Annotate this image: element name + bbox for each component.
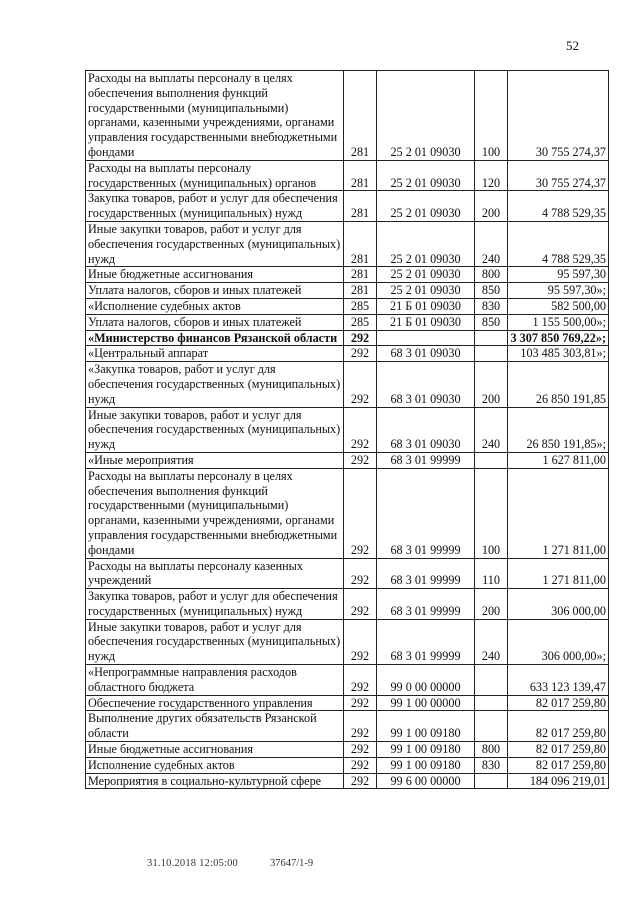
cell-expense-type — [475, 665, 508, 696]
table-row — [86, 346, 609, 362]
cell-amount: 1 627 811,00 — [508, 452, 609, 468]
cell-expense-type: 830 — [475, 757, 508, 773]
cell-code: 281 — [344, 221, 377, 266]
cell-target-article: 68 3 01 09030 — [377, 346, 475, 362]
cell-name: Уплата налогов, сборов и иных платежей — [86, 283, 344, 299]
cell-expense-type: 240 — [475, 619, 508, 664]
table-row — [86, 330, 609, 346]
footer-document-id: 37647/1-9 — [270, 858, 314, 869]
cell-target-article: 25 2 01 09030 — [377, 267, 475, 283]
cell-amount: 633 123 139,47 — [508, 665, 609, 696]
cell-amount: 4 788 529,35 — [508, 221, 609, 266]
cell-code: 292 — [344, 362, 377, 407]
cell-name: Расходы на выплаты персоналу в целях обеспечения выполнения функций государственными (муниципальными) органами, казенными учреждениями, органами управления государственными внебюджетными фондами — [86, 468, 344, 558]
cell-amount: 1 155 500,00»; — [508, 314, 609, 330]
cell-expense-type — [475, 773, 508, 789]
table-row — [86, 695, 609, 711]
table-row — [86, 362, 609, 407]
cell-name: Иные закупки товаров, работ и услуг для обеспечения государственных (муниципальных) нужд — [86, 619, 344, 664]
cell-target-article: 99 6 00 00000 — [377, 773, 475, 789]
cell-expense-type: 850 — [475, 314, 508, 330]
cell-code: 281 — [344, 283, 377, 299]
cell-amount: 582 500,00 — [508, 298, 609, 314]
cell-code: 281 — [344, 191, 377, 222]
cell-amount: 306 000,00»; — [508, 619, 609, 664]
cell-name: «Министерство финансов Рязанской области — [86, 330, 344, 346]
cell-name: «Центральный аппарат — [86, 346, 344, 362]
cell-amount: 82 017 259,80 — [508, 757, 609, 773]
cell-expense-type: 200 — [475, 362, 508, 407]
cell-name: Закупка товаров, работ и услуг для обеспечения государственных (муниципальных) нужд — [86, 589, 344, 620]
cell-code: 292 — [344, 330, 377, 346]
cell-code: 281 — [344, 267, 377, 283]
cell-expense-type: 240 — [475, 407, 508, 452]
cell-expense-type: 120 — [475, 160, 508, 191]
cell-expense-type — [475, 695, 508, 711]
cell-target-article: 25 2 01 09030 — [377, 71, 475, 161]
table-row — [86, 298, 609, 314]
cell-amount: 3 307 850 769,22»; — [508, 330, 609, 346]
cell-amount: 306 000,00 — [508, 589, 609, 620]
cell-target-article: 68 3 01 09030 — [377, 407, 475, 452]
cell-target-article: 68 3 01 99999 — [377, 468, 475, 558]
cell-code: 292 — [344, 346, 377, 362]
table-row — [86, 589, 609, 620]
table-row — [86, 314, 609, 330]
cell-name: Иные бюджетные ассигнования — [86, 742, 344, 758]
table-row — [86, 71, 609, 161]
cell-amount: 4 788 529,35 — [508, 191, 609, 222]
table-row — [86, 757, 609, 773]
page-number: 52 — [566, 38, 579, 53]
cell-name: Исполнение судебных актов — [86, 757, 344, 773]
table-row — [86, 191, 609, 222]
cell-code: 292 — [344, 757, 377, 773]
cell-target-article: 99 1 00 00000 — [377, 695, 475, 711]
table-row — [86, 711, 609, 742]
table-row — [86, 773, 609, 789]
table-row — [86, 452, 609, 468]
cell-name: Выполнение других обязательств Рязанской области — [86, 711, 344, 742]
cell-target-article — [377, 330, 475, 346]
budget-table — [85, 70, 609, 789]
cell-target-article: 25 2 01 09030 — [377, 160, 475, 191]
cell-target-article: 99 1 00 09180 — [377, 757, 475, 773]
cell-code: 292 — [344, 773, 377, 789]
cell-expense-type — [475, 452, 508, 468]
cell-target-article: 99 1 00 09180 — [377, 711, 475, 742]
cell-code: 281 — [344, 160, 377, 191]
cell-code: 292 — [344, 695, 377, 711]
cell-amount: 82 017 259,80 — [508, 711, 609, 742]
table-row — [86, 665, 609, 696]
table-row — [86, 558, 609, 589]
cell-name: «Иные мероприятия — [86, 452, 344, 468]
cell-code: 285 — [344, 314, 377, 330]
table-row — [86, 742, 609, 758]
budget-table-body — [86, 71, 609, 789]
table-row — [86, 407, 609, 452]
cell-amount: 1 271 811,00 — [508, 558, 609, 589]
cell-target-article: 68 3 01 09030 — [377, 362, 475, 407]
cell-expense-type: 830 — [475, 298, 508, 314]
cell-code: 285 — [344, 298, 377, 314]
cell-target-article: 25 2 01 09030 — [377, 221, 475, 266]
cell-expense-type — [475, 330, 508, 346]
footer-datetime: 31.10.2018 12:05:00 — [147, 858, 239, 869]
cell-name: Расходы на выплаты персоналу в целях обеспечения выполнения функций государственными (муниципальными) органами, казенными учреждениями, органами управления государственными внебюджетными фондами — [86, 71, 344, 161]
cell-expense-type: 800 — [475, 267, 508, 283]
cell-expense-type — [475, 711, 508, 742]
cell-amount: 184 096 219,01 — [508, 773, 609, 789]
cell-expense-type: 800 — [475, 742, 508, 758]
cell-target-article: 21 Б 01 09030 — [377, 298, 475, 314]
cell-expense-type: 110 — [475, 558, 508, 589]
cell-code: 292 — [344, 619, 377, 664]
cell-name: «Исполнение судебных актов — [86, 298, 344, 314]
cell-target-article: 68 3 01 99999 — [377, 558, 475, 589]
cell-target-article: 25 2 01 09030 — [377, 191, 475, 222]
cell-name: Обеспечение государственного управления — [86, 695, 344, 711]
cell-expense-type — [475, 346, 508, 362]
cell-target-article: 99 0 00 00000 — [377, 665, 475, 696]
cell-expense-type: 200 — [475, 589, 508, 620]
cell-amount: 26 850 191,85 — [508, 362, 609, 407]
cell-amount: 26 850 191,85»; — [508, 407, 609, 452]
cell-target-article: 99 1 00 09180 — [377, 742, 475, 758]
cell-target-article: 68 3 01 99999 — [377, 452, 475, 468]
cell-target-article: 68 3 01 99999 — [377, 589, 475, 620]
cell-expense-type: 200 — [475, 191, 508, 222]
cell-target-article: 21 Б 01 09030 — [377, 314, 475, 330]
cell-code: 281 — [344, 71, 377, 161]
cell-code: 292 — [344, 665, 377, 696]
cell-amount: 82 017 259,80 — [508, 742, 609, 758]
table-row — [86, 283, 609, 299]
cell-amount: 30 755 274,37 — [508, 71, 609, 161]
cell-name: Расходы на выплаты персоналу государственных (муниципальных) органов — [86, 160, 344, 191]
cell-code: 292 — [344, 468, 377, 558]
cell-code: 292 — [344, 558, 377, 589]
cell-code: 292 — [344, 452, 377, 468]
table-row — [86, 619, 609, 664]
cell-name: Закупка товаров, работ и услуг для обеспечения государственных (муниципальных) нужд — [86, 191, 344, 222]
cell-name: Мероприятия в социально-культурной сфере — [86, 773, 344, 789]
cell-name: Иные закупки товаров, работ и услуг для обеспечения государственных (муниципальных) нужд — [86, 221, 344, 266]
table-row — [86, 468, 609, 558]
cell-name: Расходы на выплаты персоналу казенных учреждений — [86, 558, 344, 589]
table-row — [86, 160, 609, 191]
cell-expense-type: 100 — [475, 468, 508, 558]
table-row — [86, 267, 609, 283]
cell-name: «Непрограммные направления расходов областного бюджета — [86, 665, 344, 696]
table-row — [86, 221, 609, 266]
cell-expense-type: 240 — [475, 221, 508, 266]
cell-name: Иные бюджетные ассигнования — [86, 267, 344, 283]
cell-code: 292 — [344, 711, 377, 742]
cell-amount: 95 597,30»; — [508, 283, 609, 299]
cell-amount: 82 017 259,80 — [508, 695, 609, 711]
cell-code: 292 — [344, 407, 377, 452]
cell-target-article: 25 2 01 09030 — [377, 283, 475, 299]
cell-expense-type: 100 — [475, 71, 508, 161]
cell-code: 292 — [344, 742, 377, 758]
cell-name: Уплата налогов, сборов и иных платежей — [86, 314, 344, 330]
cell-name: «Закупка товаров, работ и услуг для обеспечения государственных (муниципальных) нужд — [86, 362, 344, 407]
cell-target-article: 68 3 01 99999 — [377, 619, 475, 664]
cell-amount: 95 597,30 — [508, 267, 609, 283]
cell-code: 292 — [344, 589, 377, 620]
cell-amount: 103 485 303,81»; — [508, 346, 609, 362]
cell-expense-type: 850 — [475, 283, 508, 299]
cell-amount: 1 271 811,00 — [508, 468, 609, 558]
cell-name: Иные закупки товаров, работ и услуг для обеспечения государственных (муниципальных) нужд — [86, 407, 344, 452]
cell-amount: 30 755 274,37 — [508, 160, 609, 191]
